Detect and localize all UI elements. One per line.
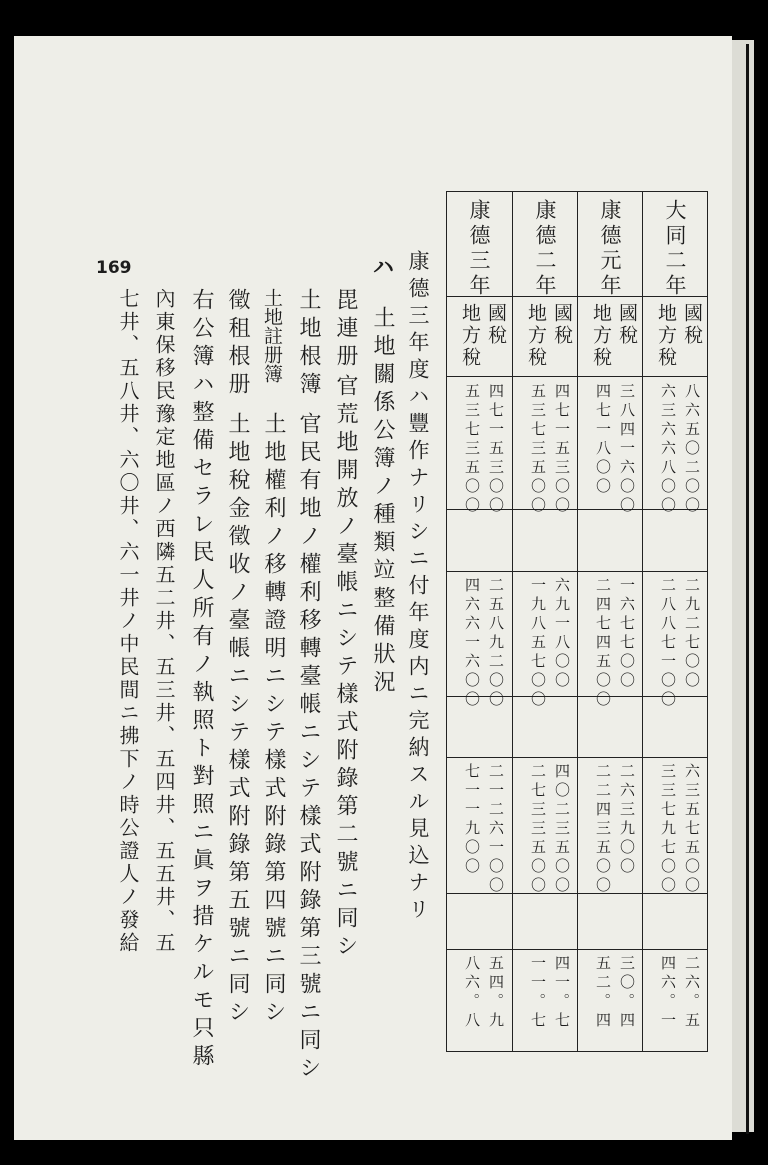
tax-type-local: 地方稅 — [655, 303, 677, 369]
year-header: 大同二年 — [663, 199, 687, 299]
register-desc: 土地稅金徵收ノ臺帳ニシテ樣式附錄第五號ニ同シ — [225, 412, 250, 1028]
year-header: 康德元年 — [598, 199, 622, 299]
cell-national: 三〇。四 — [618, 955, 636, 1031]
cell-national: 四七一五三〇〇 — [553, 383, 571, 516]
cell-local: 一一。七 — [529, 955, 547, 1031]
year-header: 康德三年 — [467, 199, 491, 299]
page-edge — [732, 40, 754, 1132]
register-desc: 土地權利ノ移轉證明ニシテ樣式附錄第四號ニ同シ — [261, 412, 286, 1028]
tax-type-local: 地方稅 — [590, 303, 612, 369]
cell-local: 五三七三五〇〇 — [529, 383, 547, 516]
section-marker: ハ — [369, 255, 395, 283]
tax-type-national: 國稅 — [681, 303, 703, 347]
cell-local: 四六六一六〇〇 — [463, 577, 481, 710]
cell-local: 六三六六八〇〇 — [659, 383, 677, 516]
register-name: 徵租根册 — [225, 288, 250, 400]
binding-line — [746, 44, 749, 1134]
cell-local: 三三七九七〇〇 — [659, 763, 677, 896]
cell-local: 一九八五七〇〇 — [529, 577, 547, 710]
tax-type-national: 國稅 — [616, 303, 638, 347]
cell-local: 七一一九〇〇 — [463, 763, 481, 877]
cell-national: 一六七七〇〇 — [618, 577, 636, 691]
tax-type-national: 國稅 — [551, 303, 573, 347]
tax-type-local: 地方稅 — [459, 303, 481, 369]
page-number: 169 — [96, 258, 132, 278]
heading-line: 康德三年度ハ豐作ナリシニ付年度内ニ完納スル見込ナリ — [406, 250, 430, 925]
cell-national: 二一二六一〇〇 — [487, 763, 505, 896]
cell-local: 八六。八 — [463, 955, 481, 1031]
body-line: 七井、五八井、六〇井、六一井ノ中民間ニ拂下ノ時公證人ノ發給 — [116, 288, 140, 955]
cell-local: 四七一八〇〇 — [594, 383, 612, 497]
cell-national: 二五八九二〇〇 — [487, 577, 505, 710]
body-line: 右公簿ハ整備セラレ民人所有ノ執照ト對照ニ眞ヲ措ケルモ只縣 — [189, 288, 214, 1072]
cell-local: 二二四三五〇〇 — [594, 763, 612, 896]
body-line: 內東保移民豫定地區ノ西隣五二井、五三井、五四井、五五井、五 — [152, 288, 176, 955]
register-name: 毘連册 — [333, 288, 358, 372]
year-header: 康德二年 — [533, 199, 557, 299]
tax-type-local: 地方稅 — [525, 303, 547, 369]
register-desc: 官荒地開放ノ臺帳ニシテ樣式附錄第二號ニ同シ — [333, 374, 358, 962]
cell-national: 八六五〇二〇〇 — [683, 383, 701, 516]
section-title: 土地關係公簿ノ種類竝整備狀況 — [370, 306, 395, 698]
cell-national: 五四。九 — [487, 955, 505, 1031]
tax-type-national: 國稅 — [485, 303, 507, 347]
cell-local: 五二。四 — [594, 955, 612, 1031]
cell-national: 六三五七五〇〇 — [683, 763, 701, 896]
cell-national: 二六三九〇〇 — [618, 763, 636, 877]
cell-national: 三八四一六〇〇 — [618, 383, 636, 516]
cell-national: 六九一八〇〇 — [553, 577, 571, 691]
tax-table — [446, 191, 708, 1051]
cell-national: 二六。五 — [683, 955, 701, 1031]
register-name: 土地註册簿 — [261, 288, 283, 383]
cell-national: 四一。七 — [553, 955, 571, 1031]
register-name: 土地根簿 — [296, 288, 321, 400]
register-desc: 官民有地ノ權利移轉臺帳ニシテ樣式附錄第三號ニ同シ — [296, 412, 321, 1084]
cell-local: 四六。一 — [659, 955, 677, 1031]
book-page — [14, 36, 732, 1140]
cell-local: 二七三三五〇〇 — [529, 763, 547, 896]
cell-national: 四〇二三五〇〇 — [553, 763, 571, 896]
cell-local: 五三七三五〇〇 — [463, 383, 481, 516]
cell-local: 二八八七一〇〇 — [659, 577, 677, 710]
cell-national: 四七一五三〇〇 — [487, 383, 505, 516]
cell-national: 二九二七〇〇 — [683, 577, 701, 691]
cell-local: 二四七四五〇〇 — [594, 577, 612, 710]
